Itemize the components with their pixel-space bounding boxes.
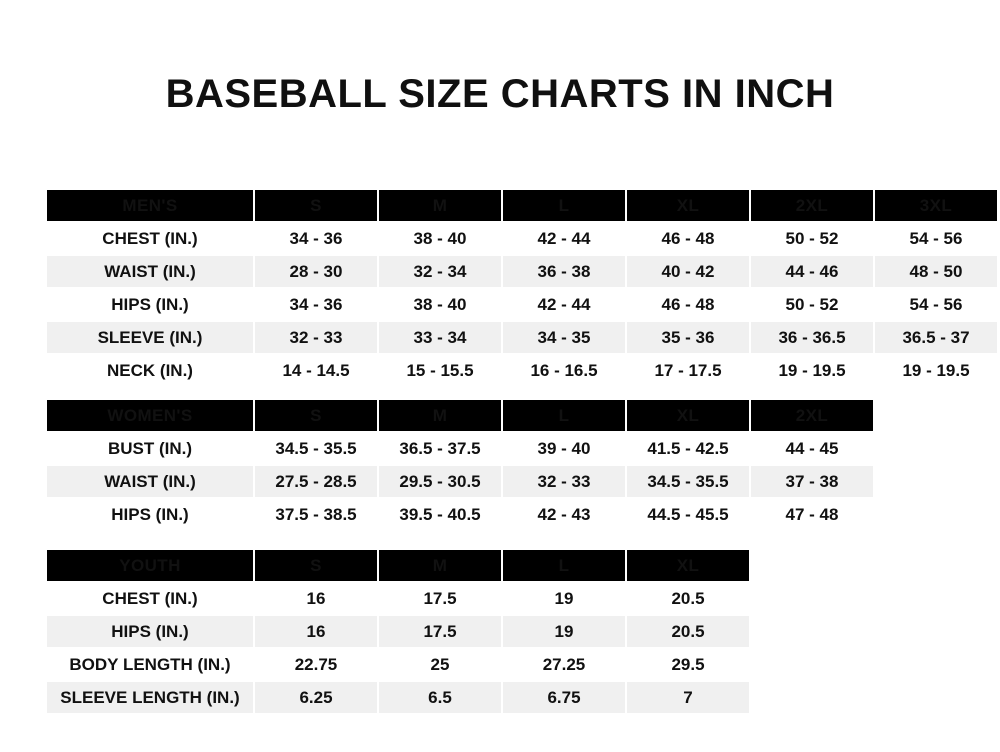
row-label: BUST (IN.) [46, 432, 254, 465]
table-cell: 25 [378, 648, 502, 681]
header-cell: XL [626, 399, 750, 432]
table-cell: 50 - 52 [750, 222, 874, 255]
table-cell: 17.5 [378, 615, 502, 648]
header-cell: YOUTH [46, 549, 254, 582]
table-cell: 27.25 [502, 648, 626, 681]
table-cell: 16 - 16.5 [502, 354, 626, 387]
row-label: SLEEVE LENGTH (IN.) [46, 681, 254, 714]
header-cell: L [502, 399, 626, 432]
row-label: WAIST (IN.) [46, 465, 254, 498]
table-cell: 33 - 34 [378, 321, 502, 354]
table-cell: 29.5 - 30.5 [378, 465, 502, 498]
table-row [46, 498, 874, 531]
table-cell: 16 [254, 615, 378, 648]
table-cell: 50 - 52 [750, 288, 874, 321]
table-cell: 44 - 46 [750, 255, 874, 288]
table-cell: 37.5 - 38.5 [254, 498, 378, 531]
table-cell: 16 [254, 582, 378, 615]
table-cell: 6.25 [254, 681, 378, 714]
table-cell: 37 - 38 [750, 465, 874, 498]
row-label: CHEST (IN.) [46, 582, 254, 615]
table-cell: 27.5 - 28.5 [254, 465, 378, 498]
table-cell: 19 [502, 615, 626, 648]
table-cell: 34.5 - 35.5 [254, 432, 378, 465]
table-row [46, 255, 998, 288]
table-cell: 44 - 45 [750, 432, 874, 465]
row-label: NECK (IN.) [46, 354, 254, 387]
table-cell: 39 - 40 [502, 432, 626, 465]
table-row [46, 582, 750, 615]
header-cell: L [502, 549, 626, 582]
womens-size-table [45, 398, 875, 532]
header-cell: 3XL [874, 189, 998, 222]
table-row [46, 222, 998, 255]
table-cell: 42 - 44 [502, 222, 626, 255]
row-label: HIPS (IN.) [46, 498, 254, 531]
table-cell: 29.5 [626, 648, 750, 681]
header-cell: XL [626, 549, 750, 582]
header-cell: 2XL [750, 399, 874, 432]
row-label: WAIST (IN.) [46, 255, 254, 288]
table-cell: 36.5 - 37.5 [378, 432, 502, 465]
table-row [46, 465, 874, 498]
table-cell: 47 - 48 [750, 498, 874, 531]
table-cell: 6.75 [502, 681, 626, 714]
table-cell: 46 - 48 [626, 222, 750, 255]
page-title: BASEBALL SIZE CHARTS IN INCH [165, 72, 835, 116]
table-cell: 36.5 - 37 [874, 321, 998, 354]
table-cell: 54 - 56 [874, 288, 998, 321]
youth-size-table [45, 548, 751, 715]
table-row [46, 432, 874, 465]
table-row [46, 615, 750, 648]
table-cell: 42 - 44 [502, 288, 626, 321]
table-cell: 54 - 56 [874, 222, 998, 255]
table-header-row [46, 549, 750, 582]
table-cell: 32 - 33 [502, 465, 626, 498]
header-cell: 2XL [750, 189, 874, 222]
table-cell: 34.5 - 35.5 [626, 465, 750, 498]
header-cell: L [502, 189, 626, 222]
header-cell: M [378, 399, 502, 432]
table-cell: 34 - 35 [502, 321, 626, 354]
table-cell: 20.5 [626, 582, 750, 615]
table-cell: 7 [626, 681, 750, 714]
table-cell: 36 - 38 [502, 255, 626, 288]
table-cell: 32 - 34 [378, 255, 502, 288]
header-cell: XL [626, 189, 750, 222]
table-cell: 22.75 [254, 648, 378, 681]
table-cell: 38 - 40 [378, 288, 502, 321]
table-cell: 28 - 30 [254, 255, 378, 288]
table-cell: 48 - 50 [874, 255, 998, 288]
table-cell: 46 - 48 [626, 288, 750, 321]
row-label: BODY LENGTH (IN.) [46, 648, 254, 681]
header-cell: S [254, 189, 378, 222]
table-cell: 40 - 42 [626, 255, 750, 288]
header-cell: MEN'S [46, 189, 254, 222]
table-row [46, 354, 998, 387]
table-row [46, 321, 998, 354]
table-cell: 39.5 - 40.5 [378, 498, 502, 531]
table-cell: 19 - 19.5 [874, 354, 998, 387]
table-header-row [46, 189, 998, 222]
table-cell: 38 - 40 [378, 222, 502, 255]
table-cell: 20.5 [626, 615, 750, 648]
header-cell: S [254, 399, 378, 432]
table-cell: 34 - 36 [254, 288, 378, 321]
header-cell: M [378, 549, 502, 582]
row-label: HIPS (IN.) [46, 288, 254, 321]
table-cell: 17.5 [378, 582, 502, 615]
row-label: CHEST (IN.) [46, 222, 254, 255]
table-cell: 17 - 17.5 [626, 354, 750, 387]
table-cell: 15 - 15.5 [378, 354, 502, 387]
table-header-row [46, 399, 874, 432]
header-cell: S [254, 549, 378, 582]
table-cell: 6.5 [378, 681, 502, 714]
table-cell: 35 - 36 [626, 321, 750, 354]
row-label: SLEEVE (IN.) [46, 321, 254, 354]
table-cell: 19 [502, 582, 626, 615]
table-cell: 34 - 36 [254, 222, 378, 255]
table-cell: 36 - 36.5 [750, 321, 874, 354]
table-cell: 42 - 43 [502, 498, 626, 531]
header-cell: M [378, 189, 502, 222]
header-cell: WOMEN'S [46, 399, 254, 432]
table-cell: 14 - 14.5 [254, 354, 378, 387]
row-label: HIPS (IN.) [46, 615, 254, 648]
table-row [46, 288, 998, 321]
table-cell: 44.5 - 45.5 [626, 498, 750, 531]
table-row [46, 681, 750, 714]
table-cell: 19 - 19.5 [750, 354, 874, 387]
mens-size-table [45, 188, 999, 388]
table-cell: 41.5 - 42.5 [626, 432, 750, 465]
table-row [46, 648, 750, 681]
table-cell: 32 - 33 [254, 321, 378, 354]
